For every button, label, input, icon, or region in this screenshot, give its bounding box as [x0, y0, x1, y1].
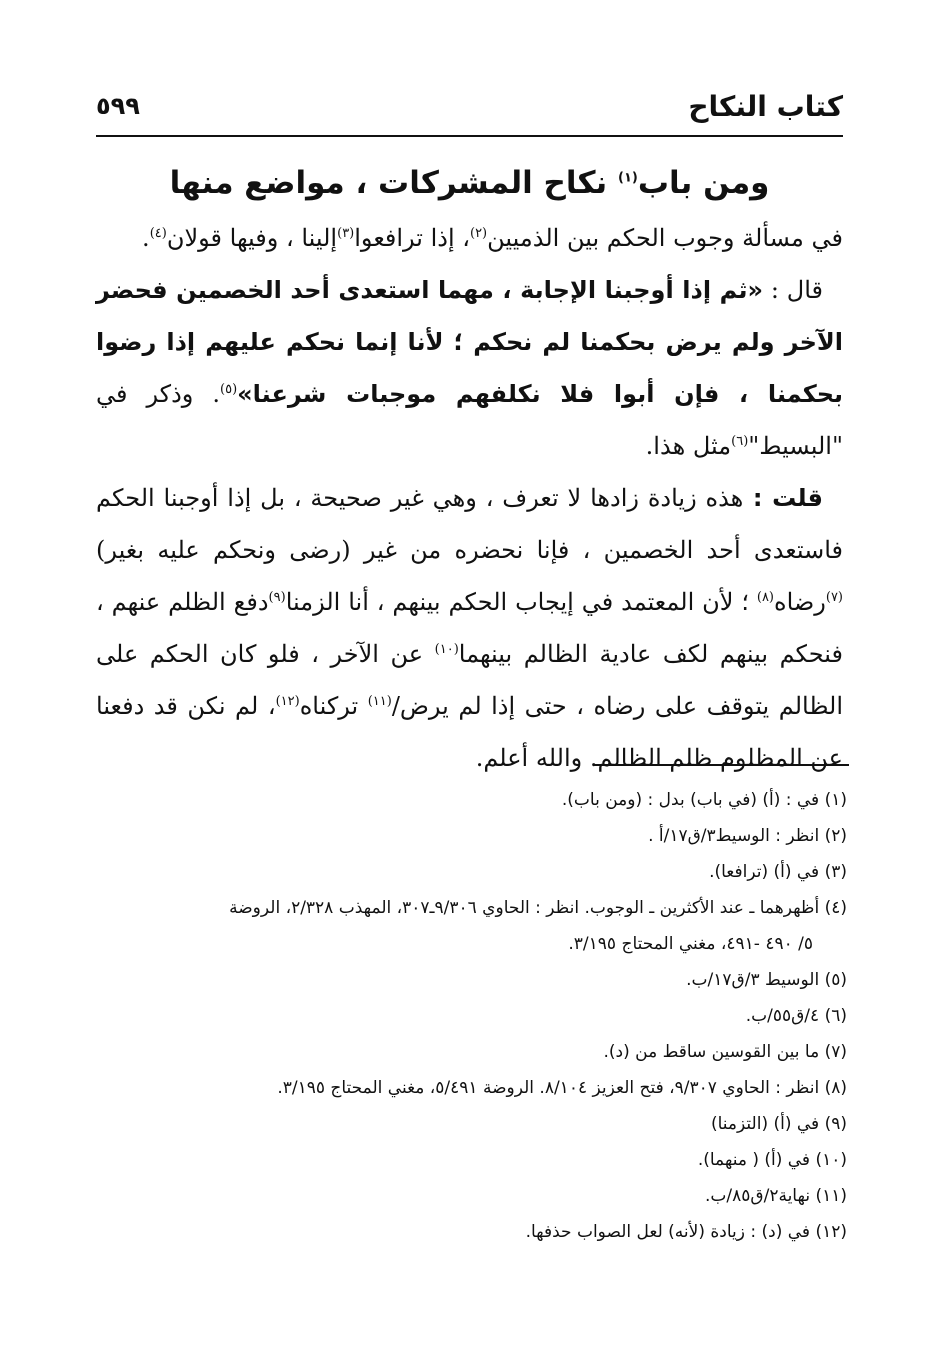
- footnote: (٨) انظر : الحاوي ٩/٣٠٧، فتح العزيز ٨/١٠٤. الروضة ٥/٤٩١، مغني المحتاج ٣/١٩٥.: [277, 1078, 847, 1098]
- footnote-ref: (١١): [367, 694, 392, 709]
- quoted-text: «ثم إذا أوجبنا الإجابة ، مهما استعدى أحد الخصمين فحضر الآخر ولم يرض بحكمنا لم نحكم ؛ لأنا إنما نحكم عليهم إذا رضوا بحكمنا ، فإن أبوا فلا نكلفهم موجبات شرعنا»: [96, 276, 844, 408]
- text-run: ؛ لأن المعتمد في إيجاب الحكم بينهم ، أنا الزمنا: [285, 588, 757, 616]
- footnote-separator: [594, 764, 849, 766]
- page-number: ٥٩٩: [96, 92, 140, 120]
- footnote-ref: (٣): [337, 226, 355, 241]
- chapter-title-start: ومن باب: [637, 165, 770, 201]
- footnote-ref: (١): [618, 170, 638, 186]
- footnote-ref: (١٠): [434, 642, 459, 657]
- footnote: (٣) في (أ) (ترافعا).: [709, 862, 847, 882]
- footnote-ref: (٧): [825, 590, 843, 605]
- text-run: دفع الظلم عنهم ، فنحكم بينهم لكف عادية الظالم بينهما: [96, 588, 844, 668]
- text-run: تركناه: [299, 692, 368, 720]
- footnote-ref: (٥): [220, 382, 238, 397]
- footnote-ref: (٢): [469, 226, 488, 241]
- text-run: ، لم نكن قد دفعنا عن المظلوم ظلم الظالم. والله أعلم.: [96, 692, 843, 772]
- footnote: (٢) انظر : الوسيط٣/ق١٧/أ .: [648, 826, 847, 846]
- text-run: رضاه: [774, 588, 826, 616]
- footnote: (٥) الوسيط ٣/ق١٧/ب.: [686, 970, 847, 990]
- footnote: (١٢) في (د) : زيادة (لأنه) لعل الصواب حذفها.: [525, 1222, 847, 1242]
- text-run: في مسألة وجوب الحكم بين الذميين: [487, 224, 843, 252]
- footnote: (٩) في (أ) (التزمنا): [710, 1114, 847, 1134]
- footnote: (١) في : (أ) (في باب) بدل : (ومن باب).: [561, 790, 847, 810]
- footnote: (٧) ما بين القوسين ساقط من (د).: [603, 1042, 847, 1062]
- main-text: [96, 212, 843, 784]
- paragraph: [96, 264, 843, 472]
- running-header: [96, 90, 843, 130]
- text-run: عن الآخر ، فلو كان الحكم على الظالم يتوقف على رضاه ، حتى إذا لم يرض/: [96, 640, 843, 720]
- text-run: قال :: [762, 276, 823, 304]
- footnote: (٤) أظهرهما ـ عند الأكثرين ـ الوجوب. انظر : الحاوي ٩/٣٠٦ـ٣٠٧، المهذب ٢/٣٢٨، الروضة: [229, 898, 847, 918]
- header-rule: [96, 135, 843, 137]
- footnote: (١١) نهاية٢/ق٨٥/ب.: [704, 1186, 847, 1206]
- text-run: إلينا ، وفيها قولان: [166, 224, 338, 252]
- footnote-ref: (٩): [268, 590, 286, 605]
- text-run: مثل هذا.: [645, 432, 732, 460]
- footnote-ref: (١٢): [275, 694, 300, 709]
- footnotes: [96, 782, 847, 1250]
- footnote-ref: (٨): [756, 590, 774, 605]
- chapter-title: [96, 160, 843, 206]
- paragraph-lead: قلت :: [743, 484, 823, 512]
- text-run: ، إذا ترافعوا: [354, 224, 470, 252]
- footnote-ref: (٦): [731, 434, 749, 449]
- book-title: كتاب النكاح: [688, 90, 843, 123]
- paragraph: [96, 472, 843, 784]
- footnote-ref: (٤): [149, 226, 167, 241]
- footnote-continuation: ٥/ ٤٩٠ -٤٩١، مغني المحتاج ٣/١٩٥.: [568, 934, 813, 954]
- footnote: (٦) ٤/ق٥٥/ب.: [745, 1006, 847, 1026]
- text-run: هذه زيادة زادها لا تعرف ، وهي غير صحيحة ، بل إذا أوجبنا الحكم فاستعدى أحد الخصمين ، فإنا نحضره من غير (رضى ونحكم عليه بغير): [96, 484, 844, 564]
- paragraph: [96, 212, 843, 264]
- footnote: (١٠) في (أ) ( منهما).: [697, 1150, 847, 1170]
- text-run: . وذكر في "البسيط": [96, 380, 843, 460]
- text-run: .: [142, 224, 150, 252]
- chapter-title-end: نكاح المشركات ، مواضع منها: [169, 165, 618, 201]
